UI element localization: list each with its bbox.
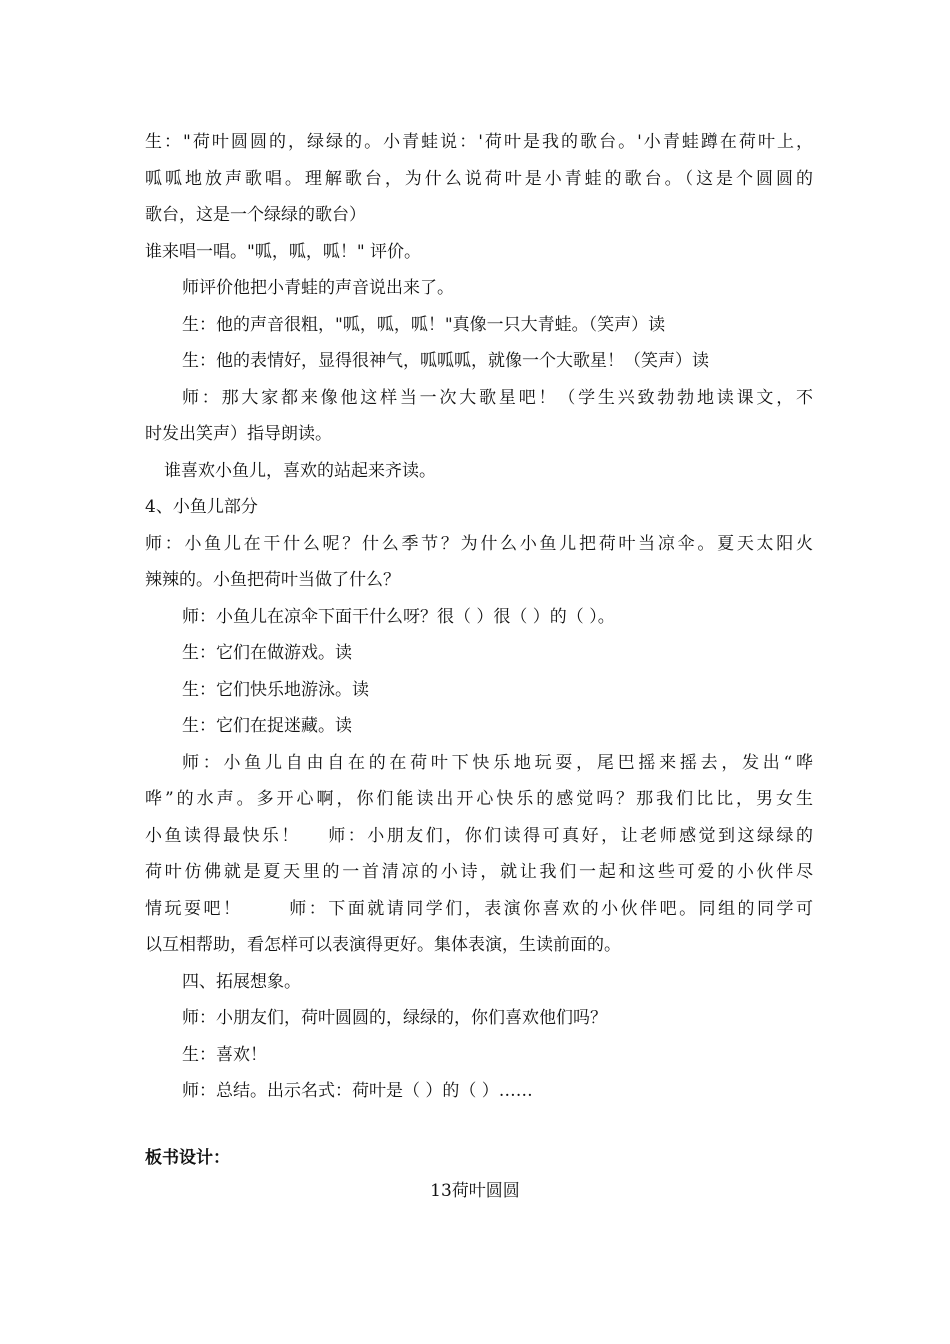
text-line: 呱呱地放声歌唱。理解歌台，为什么说荷叶是小青蛙的歌台。（这是个圆圆的: [145, 168, 813, 189]
text-line: 生："荷叶圆圆的，绿绿的。小青蛙说：'荷叶是我的歌台。'小青蛙蹲在荷叶上，: [145, 132, 813, 152]
text-line: 小鱼读得最快乐！ 师：小朋友们，你们读得可真好，让老师感觉到这绿绿的: [145, 825, 813, 846]
text-line: 哗”的水声。多开心啊，你们能读出开心快乐的感觉吗？那我们比比，男女生: [145, 789, 813, 809]
text-line: 师：那大家都来像他这样当一次大歌星吧！（学生兴致勃勃地读课文，不: [182, 387, 813, 408]
text-line: 师：小朋友们，荷叶圆圆的，绿绿的，你们喜欢他们吗？: [182, 1008, 607, 1028]
text-line: 生：喜欢！: [182, 1044, 267, 1065]
text-line: 荷叶仿佛就是夏天里的一首清凉的小诗，就让我们一起和这些可爱的小伙伴尽: [145, 862, 813, 882]
document-body: [145, 124, 813, 1110]
text-line: 生：他的声音很粗，"呱，呱，呱！"真像一只大青蛙。（笑声）读: [182, 314, 666, 335]
text-line: 师：小鱼儿在干什么呢？什么季节？为什么小鱼儿把荷叶当凉伞。夏天太阳火: [145, 533, 813, 554]
text-line: 师：小鱼儿自由自在的在荷叶下快乐地玩耍，尾巴摇来摇去，发出“哗: [182, 752, 813, 773]
board-design-heading: 板书设计：: [145, 1148, 230, 1168]
text-line: 师：小鱼儿在凉伞下面干什么呀？很（ ）很（ ）的（ ）。: [182, 606, 615, 627]
text-line: 生：它们在做游戏。读: [182, 643, 352, 663]
text-line: 生：它们快乐地游泳。读: [182, 679, 369, 700]
text-line: 师评价他把小青蛙的声音说出来了。: [182, 278, 454, 298]
text-line: 生：它们在捉迷藏。读: [182, 716, 352, 736]
text-line: 师：总结。出示名式：荷叶是（ ）的（ ）……: [182, 1081, 533, 1101]
section-heading: 四、拓展想象。: [182, 971, 301, 992]
text-line: 歌台，这是一个绿绿的歌台）: [145, 205, 366, 225]
text-line: 谁来唱一唱。"呱，呱，呱！" 评价。: [145, 241, 422, 262]
text-line: 谁喜欢小鱼儿，喜欢的站起来齐读。: [164, 460, 436, 481]
text-line: 情玩耍吧！ 师：下面就请同学们，表演你喜欢的小伙伴吧。同组的同学可: [145, 898, 813, 919]
text-line: 以互相帮助，看怎样可以表演得更好。集体表演，生读前面的。: [145, 935, 621, 955]
text-line: 辣辣的。小鱼把荷叶当做了什么？: [145, 570, 400, 590]
text-line: 时发出笑声）指导朗读。: [145, 424, 332, 444]
text-line: 生：他的表情好，显得很神气，呱呱呱，就像一个大歌星！（笑声）读: [182, 351, 709, 371]
board-design-title: 13荷叶圆圆: [430, 1181, 520, 1201]
section-heading: 4、小鱼儿部分: [145, 497, 258, 517]
